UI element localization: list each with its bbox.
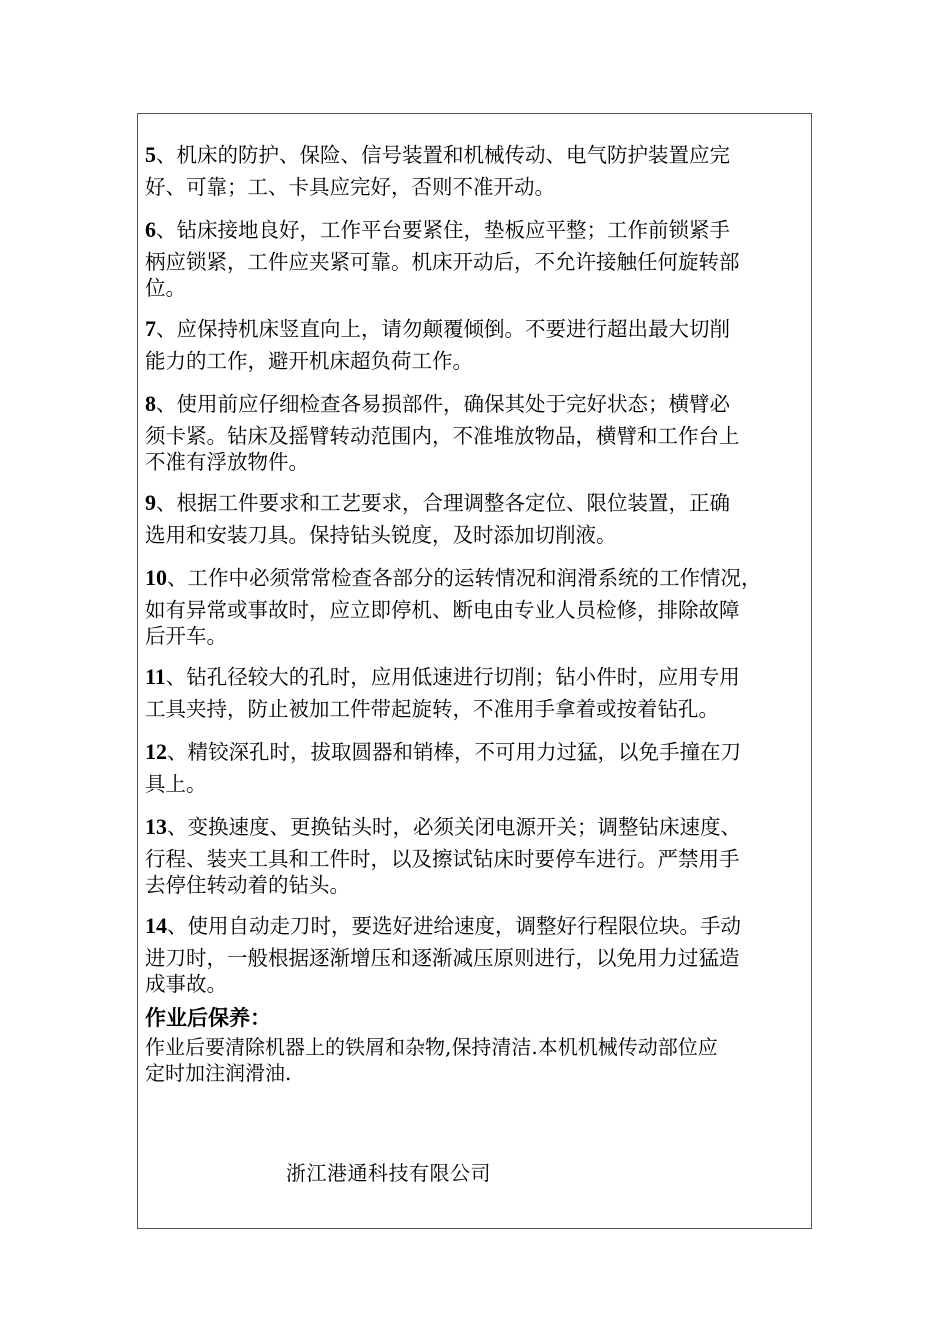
after-maintenance-text [145, 1034, 807, 1086]
rule-line: 行程、装夹工具和工件时，以及擦试钻床时要停车进行。严禁用手 [145, 847, 740, 871]
rule-line: 须卡紧。钻床及摇臂转动范围内，不准堆放物品，横臂和工作台上 [145, 424, 740, 448]
rule-line: 好、可靠；工、卡具应完好，否则不准开动。 [145, 175, 555, 199]
section-heading: 作业后保养： [145, 1006, 271, 1030]
rule-text: 、使用前应仔细检查各易损部件，确保其处于完好状态；横臂必 [156, 392, 730, 416]
rule-item [145, 310, 807, 375]
rule-line: 如有异常或事故时，应立即停机、断电由专业人员检修，排除故障 [145, 598, 740, 622]
document-frame [137, 113, 812, 1229]
rule-item [145, 733, 807, 798]
after-line: 作业后要清除机器上的铁屑和杂物,保持清洁.本机机械传动部位应 [145, 1035, 718, 1059]
rule-line: 工具夹持，防止被加工件带起旋转，不准用手拿着或按着钻孔。 [145, 697, 719, 721]
company-name: 浙江港通科技有限公司 [286, 1161, 491, 1185]
rules-list [145, 136, 807, 996]
rule-number: 12 [145, 739, 167, 764]
rule-number: 10 [145, 565, 167, 590]
rule-text: 、使用自动走刀时，要选好进给速度，调整好行程限位块。手动 [167, 914, 741, 938]
rule-line [145, 808, 807, 845]
rule-line [145, 211, 807, 248]
rule-item [145, 385, 807, 474]
rule-number: 9 [145, 490, 156, 515]
rule-item [145, 658, 807, 723]
rule-number: 11 [145, 664, 166, 689]
rule-text: 、机床的防护、保险、信号装置和机械传动、电气防护装置应完 [156, 143, 730, 167]
rule-item [145, 136, 807, 201]
rule-line: 能力的工作，避开机床超负荷工作。 [145, 349, 473, 373]
rule-item [145, 211, 807, 300]
rule-number: 14 [145, 913, 167, 938]
rule-line: 成事故。 [145, 972, 227, 996]
rule-text: 、应保持机床竖直向上，请勿颠覆倾倒。不要进行超出最大切削 [156, 317, 730, 341]
rule-text: 、钻床接地良好，工作平台要紧住，垫板应平整；工作前锁紧手 [156, 218, 730, 242]
rule-text: 、钻孔径较大的孔时，应用低速进行切削；钻小件时，应用专用 [165, 665, 740, 689]
rule-number: 5 [145, 142, 156, 167]
rule-text: 、根据工件要求和工艺要求，合理调整各定位、限位装置，正确 [156, 491, 730, 515]
rule-line [145, 559, 807, 596]
rule-line: 选用和安装刀具。保持钻头锐度，及时添加切削液。 [145, 523, 617, 547]
rule-number: 8 [145, 391, 156, 416]
rule-text: 、工作中必须常常检查各部分的运转情况和润滑系统的工作情况， [167, 566, 762, 590]
rule-line [145, 385, 807, 422]
rule-line [145, 658, 807, 695]
rule-line: 不准有浮放物件。 [145, 450, 309, 474]
rule-line [145, 136, 807, 173]
document-content [145, 136, 807, 1086]
rule-line [145, 310, 807, 347]
after-line: 定时加注润滑油. [145, 1061, 292, 1085]
rule-item [145, 907, 807, 996]
rule-line: 位。 [145, 276, 186, 300]
rule-line [145, 907, 807, 944]
rule-number: 6 [145, 217, 156, 242]
rule-text: 、变换速度、更换钻头时，必须关闭电源开关；调整钻床速度、 [167, 815, 741, 839]
rule-number: 7 [145, 316, 156, 341]
rule-line: 进刀时，一般根据逐渐增压和逐渐减压原则进行，以免用力过猛造 [145, 946, 740, 970]
rule-line: 柄应锁紧，工件应夹紧可靠。机床开动后，不允许接触任何旋转部 [145, 250, 740, 274]
rule-line [145, 733, 807, 770]
rule-line: 后开车。 [145, 624, 227, 648]
rule-line [145, 484, 807, 521]
rule-line: 具上。 [145, 772, 207, 796]
rule-line: 去停住转动着的钻头。 [145, 873, 350, 897]
rule-number: 13 [145, 814, 167, 839]
rule-item [145, 808, 807, 897]
rule-item [145, 484, 807, 549]
rule-text: 、精铰深孔时，拔取圆器和销棒，不可用力过猛，以免手撞在刀 [167, 740, 741, 764]
rule-item [145, 559, 807, 648]
